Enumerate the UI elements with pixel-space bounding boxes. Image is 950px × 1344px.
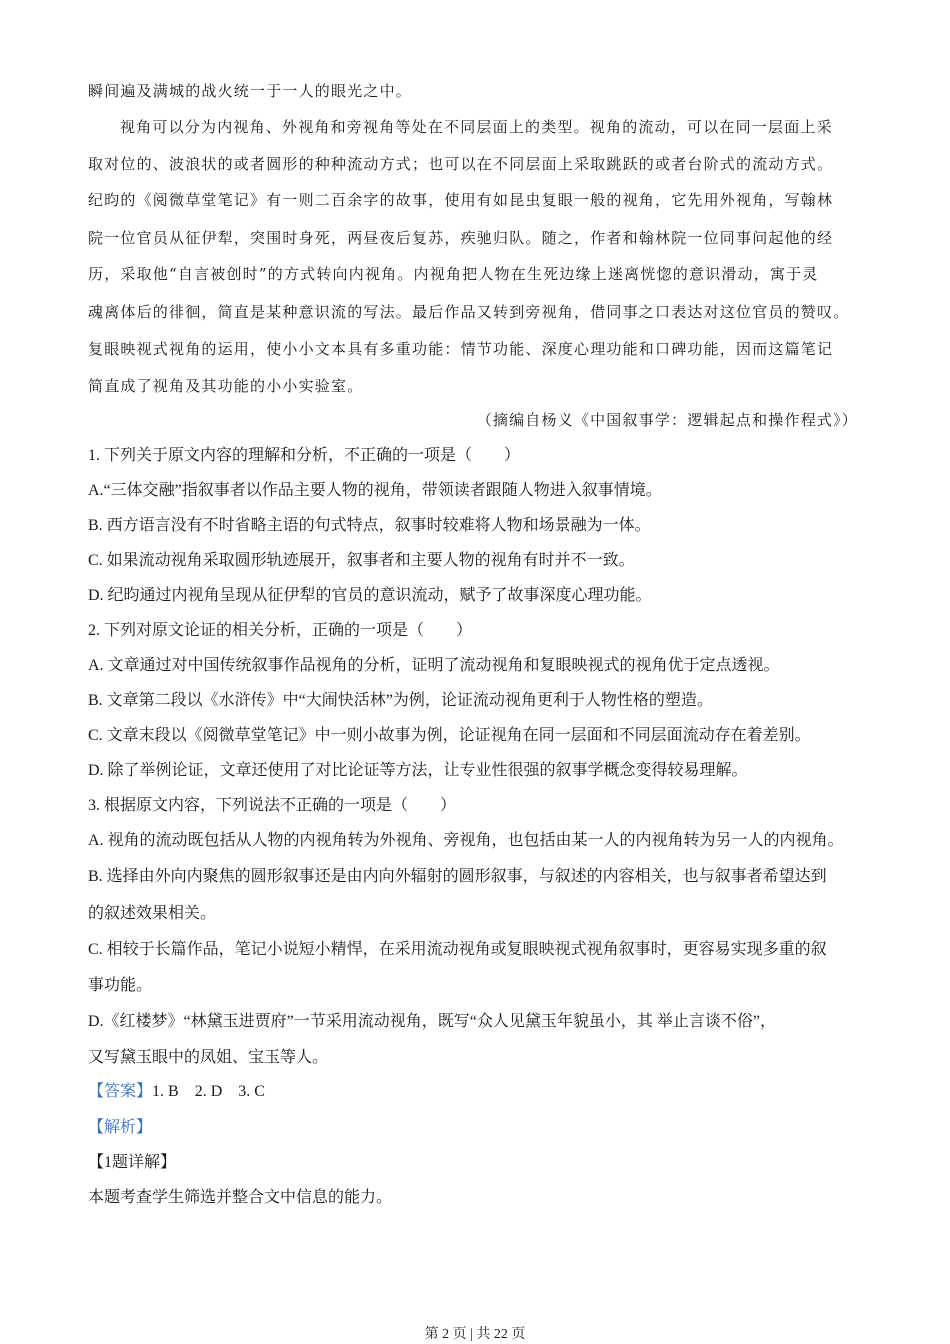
detail-heading: 【1题详解】 — [88, 1154, 177, 1171]
detail-text: 本题考查学生筛选并整合文中信息的能力。 — [88, 1189, 393, 1206]
question-3-option-b: B. 选择由外向内聚焦的圆形叙事还是由内向外辐射的圆形叙事，与叙述的内容相关，也与叙事者希望达到 — [88, 868, 827, 885]
passage-line: 视角可以分为内视角、外视角和旁视角等处在不同层面上的类型。视角的流动，可以在同一层面上采 — [120, 118, 833, 136]
question-3-option-a: A. 视角的流动既包括从人物的内视角转为外视角、旁视角，也包括由某一人的内视角转为另一人的内视角。 — [88, 832, 844, 849]
analysis-label: 【解析】 — [88, 1119, 153, 1136]
answer-label: 【答案】 — [88, 1083, 153, 1100]
question-2-option-c: C. 文章末段以《阅微草堂笔记》中一则小故事为例，论证视角在同一层面和不同层面流动存在着差别。 — [88, 727, 811, 744]
passage-line: 复眼映视式视角的运用，使小小文本具有多重功能：情节功能、深度心理功能和口碑功能，因而这篇笔记 — [88, 340, 834, 358]
question-1-stem: 1. 下列关于原文内容的理解和分析，不正确的一项是（ ） — [88, 447, 521, 464]
question-3-option-d: D.《红楼梦》“林黛玉进贾府”一节采用流动视角，既写“众人见黛玉年貌虽小，其 举止言谈不俗”， — [88, 1013, 776, 1030]
question-3-option-d-cont: 又写黛玉眼中的凤姐、宝玉等人。 — [88, 1049, 329, 1066]
question-1-option-d: D. 纪昀通过内视角呈现从征伊犁的官员的意识流动，赋予了故事深度心理功能。 — [88, 587, 652, 604]
question-3-option-c-cont: 事功能。 — [88, 977, 153, 994]
question-3-stem: 3. 根据原文内容，下列说法不正确的一项是（ ） — [88, 797, 457, 814]
question-2-stem: 2. 下列对原文论证的相关分析，正确的一项是（ ） — [88, 622, 473, 639]
page-footer: 第 2 页 | 共 22 页 — [424, 1327, 526, 1342]
answer-text: 1. B 2. D 3. C — [152, 1083, 265, 1100]
question-3-option-b-cont: 的叙述效果相关。 — [88, 905, 217, 922]
passage-line: 瞬间遍及满城的战火统一于一人的眼光之中。 — [88, 82, 413, 100]
passage-line: 取对位的、波浪状的或者圆形的种种流动方式；也可以在不同层面上采取跳跃的或者台阶式的流动方式。 — [88, 155, 834, 173]
question-2-option-d: D. 除了举例论证，文章还使用了对比论证等方法，让专业性很强的叙事学概念变得较易理解。 — [88, 762, 748, 779]
question-3-option-c: C. 相较于长篇作品，笔记小说短小精悍，在采用流动视角或复眼映视式视角叙事时，更容易实现多重的叙 — [88, 941, 827, 958]
question-2-option-a: A. 文章通过对中国传统叙事作品视角的分析，证明了流动视角和复眼映视式的视角优于定点透视。 — [88, 657, 780, 674]
answer-line — [88, 1082, 878, 1102]
question-2-option-b: B. 文章第二段以《水浒传》中“大闹快活林”为例，论证流动视角更利于人物性格的塑造。 — [88, 692, 713, 709]
passage-line: 院一位官员从征伊犁，突围时身死，两昼夜后复苏，疾驰归队。随之，作者和翰林院一位同事问起他的经 — [88, 229, 834, 247]
question-1-option-a: A.“三体交融”指叙事者以作品主要人物的视角，带领读者跟随人物进入叙事情境。 — [88, 482, 662, 499]
question-1-option-b: B. 西方语言没有不时省略主语的句式特点，叙事时较难将人物和场景融为一体。 — [88, 517, 651, 534]
passage-line: 简直成了视角及其功能的小小实验室。 — [88, 377, 364, 395]
question-1-option-c: C. 如果流动视角采取圆形轨迹展开，叙事者和主要人物的视角有时并不一致。 — [88, 552, 635, 569]
passage-line: 魂离体后的徘徊，简直是某种意识流的写法。最后作品又转到旁视角，借同事之口表达对这位官员的赞叹。 — [88, 303, 850, 321]
passage-line: 纪昀的《阅微草堂笔记》有一则二百余字的故事，使用有如昆虫复眼一般的视角，它先用外视角，写翰林 — [88, 191, 834, 209]
passage-line: 历，采取他“自言被创时”的方式转向内视角。内视角把人物在生死边缘上迷离恍惚的意识滑动，寓于灵 — [88, 265, 819, 283]
passage-source: （摘编自杨义《中国叙事学：逻辑起点和操作程式》） — [476, 411, 858, 429]
